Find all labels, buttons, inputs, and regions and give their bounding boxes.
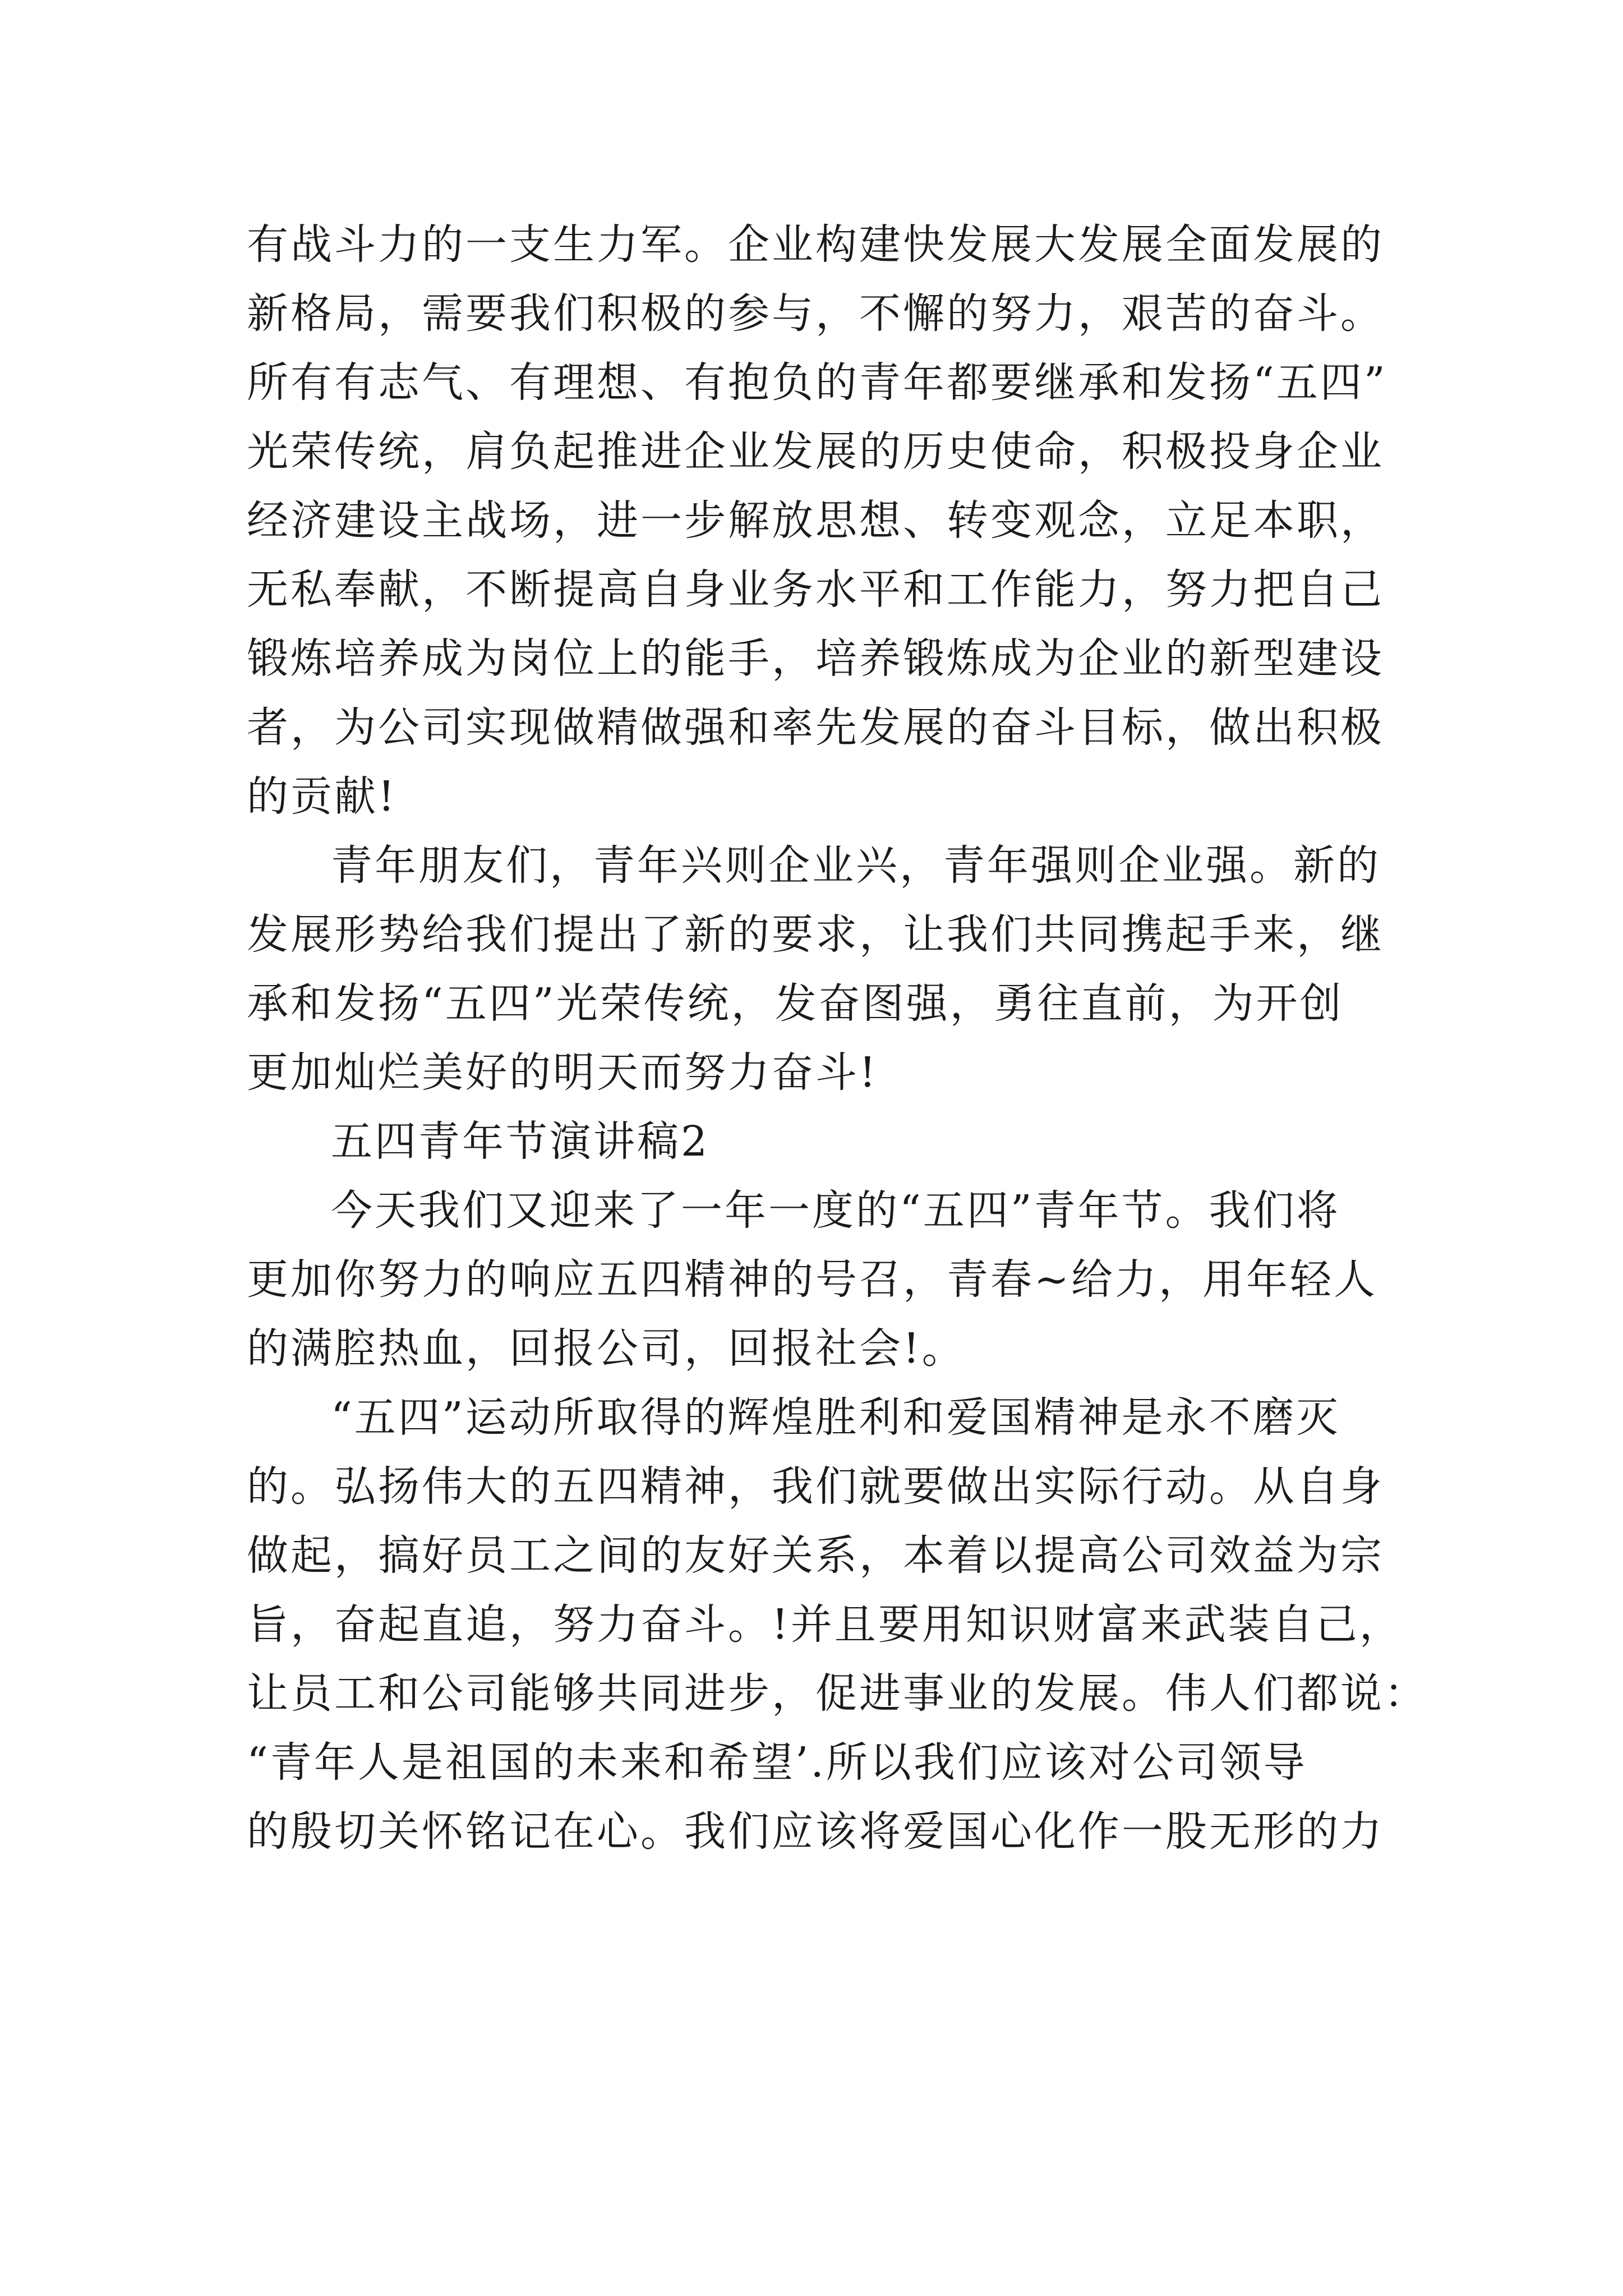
text-line: 新格局，需要我们积极的参与，不懈的努力，艰苦的奋斗。	[247, 289, 1384, 338]
text-line: “青年人是祖国的未来和希望’.所以我们应该对公司领导	[247, 1738, 1307, 1787]
text-line: 的满腔热血，回报公司，回报社会!。	[247, 1324, 966, 1373]
text-line: 者，为公司实现做精做强和率先发展的奋斗目标，做出积极	[247, 703, 1384, 752]
text-line: “五四”运动所取得的辉煌胜利和爱国精神是永不磨灭	[331, 1393, 1340, 1442]
text-line: 光荣传统，肩负起推进企业发展的历史使命，积极投身企业	[247, 427, 1384, 476]
text-line: 旨，奋起直追，努力奋斗。!并且要用知识财富来武装自己，	[247, 1600, 1403, 1649]
text-line: 的殷切关怀铭记在心。我们应该将爱国心化作一股无形的力	[247, 1807, 1384, 1856]
text-line: 发展形势给我们提出了新的要求，让我们共同携起手来，继	[247, 910, 1384, 959]
text-line: 承和发扬“五四”光荣传统，发奋图强，勇往直前，为开创	[247, 979, 1344, 1028]
text-line: 的贡献!	[247, 772, 397, 821]
text-line: 做起，搞好员工之间的友好关系，本着以提高公司效益为宗	[247, 1531, 1384, 1580]
text-line: 有战斗力的一支生力军。企业构建快发展大发展全面发展的	[247, 220, 1384, 269]
section-heading: 五四青年节演讲稿2	[331, 1117, 710, 1166]
text-line: 今天我们又迎来了一年一度的“五四”青年节。我们将	[331, 1186, 1340, 1235]
text-line: 让员工和公司能够共同进步，促进事业的发展。伟人们都说：	[247, 1669, 1428, 1718]
text-line: 的。弘扬伟大的五四精神，我们就要做出实际行动。从自身	[247, 1462, 1384, 1511]
document-body	[247, 210, 1428, 1866]
text-line: 更加你努力的响应五四精神的号召，青春~给力，用年轻人	[247, 1255, 1378, 1304]
text-line: 经济建设主战场，进一步解放思想、转变观念，立足本职，	[247, 496, 1384, 545]
text-line: 更加灿烂美好的明天而努力奋斗!	[247, 1048, 878, 1097]
text-line: 锻炼培养成为岗位上的能手，培养锻炼成为企业的新型建设	[247, 634, 1384, 683]
text-line: 无私奉献，不断提高自身业务水平和工作能力，努力把自己	[247, 565, 1384, 614]
text-line: 所有有志气、有理想、有抱负的青年都要继承和发扬“五四”	[247, 358, 1387, 407]
text-line: 青年朋友们，青年兴则企业兴，青年强则企业强。新的	[331, 841, 1381, 890]
